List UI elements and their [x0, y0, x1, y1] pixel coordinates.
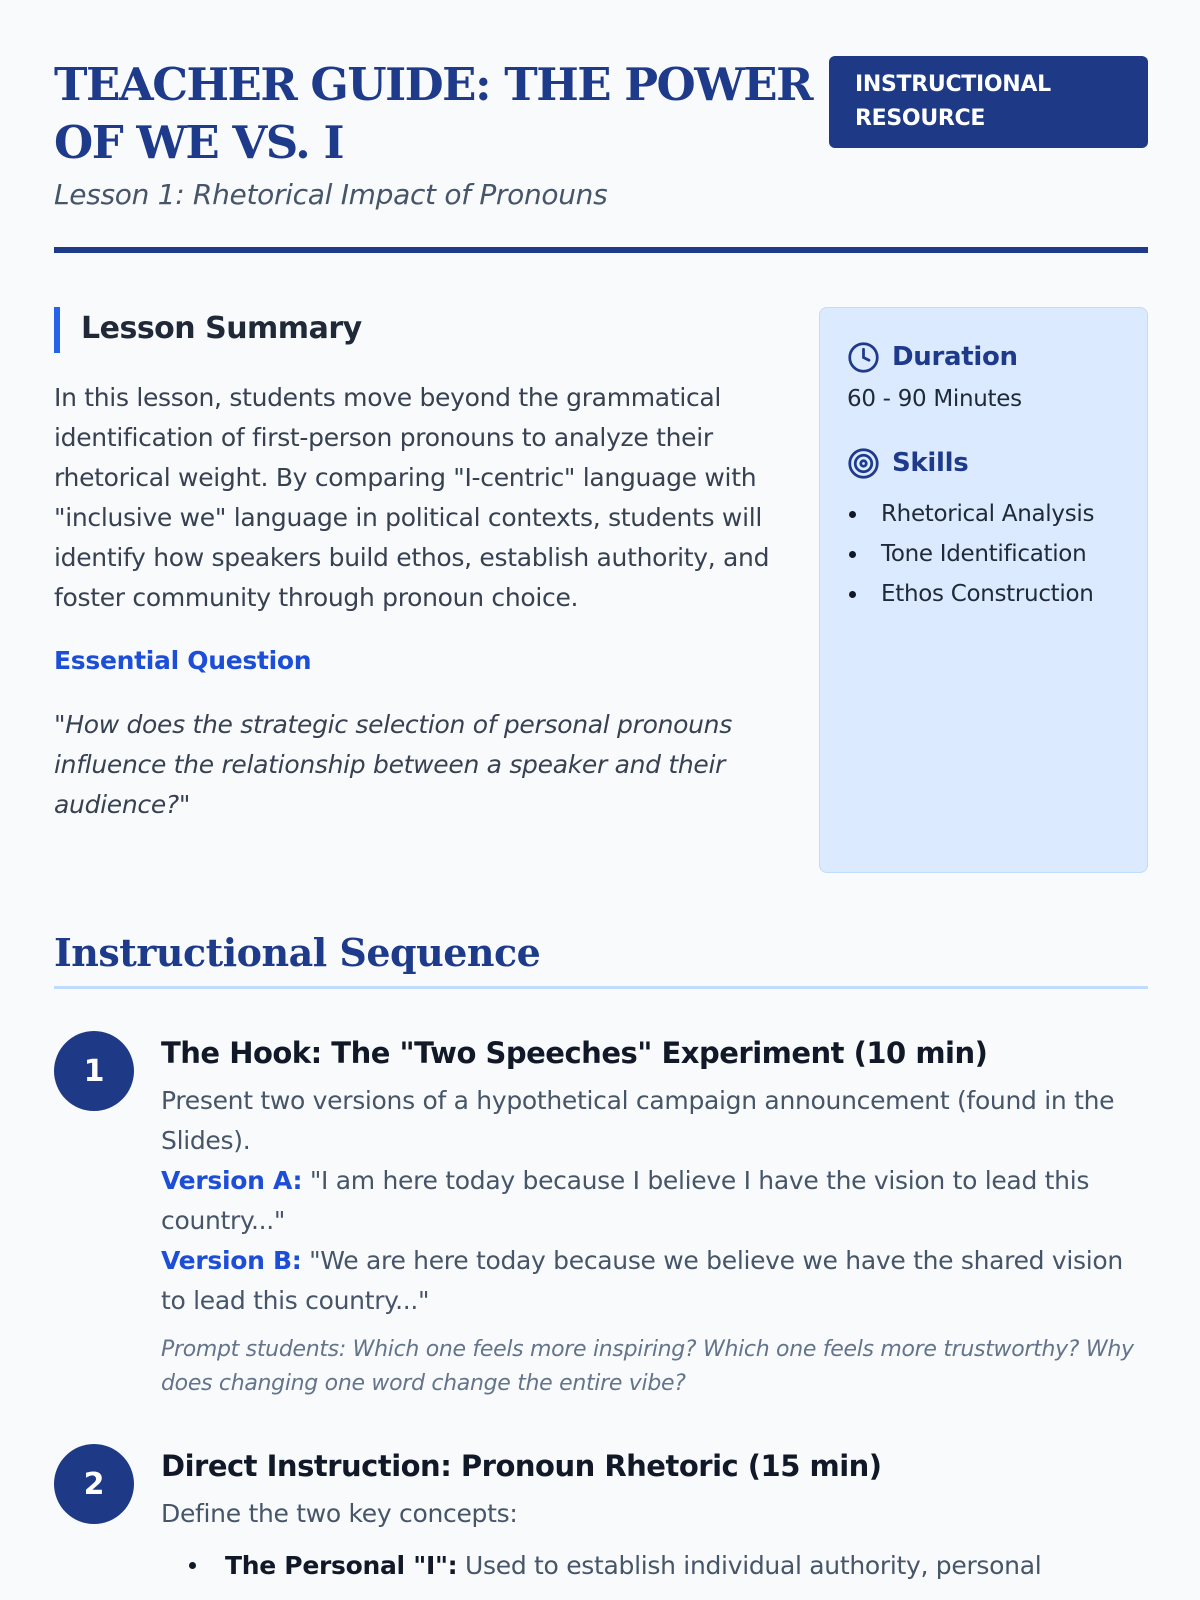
concept-term: The Personal "I":: [225, 1551, 458, 1580]
target-icon: [847, 447, 880, 480]
step-number-badge: 1: [54, 1031, 134, 1111]
document-subtitle: Lesson 1: Rhetorical Impact of Pronouns: [54, 178, 608, 211]
essential-question-text: "How does the strategic selection of personal pronouns influence the relationship between a speaker and their audience?": [54, 710, 732, 819]
step-intro: Present two versions of a hypothetical campaign announcement (found in the Slides).: [161, 1086, 1115, 1155]
lesson-summary-heading: Lesson Summary: [54, 306, 774, 352]
resource-badge: INSTRUCTIONAL RESOURCE: [829, 56, 1148, 148]
step-number-badge: 2: [54, 1444, 134, 1524]
version-b-label: Version B:: [161, 1246, 302, 1275]
version-b-text: "We are here today because we believe we have the shared vision to lead this country...": [161, 1246, 1123, 1315]
step-description: [161, 1081, 1148, 1321]
essential-question-label: Essential Question: [54, 646, 312, 675]
clock-icon: [847, 341, 880, 374]
step-content: [161, 1444, 1148, 1586]
step-description: Define the two key concepts:: [161, 1499, 518, 1528]
lesson-summary-text: In this lesson, students move beyond the grammatical identification of first-person pronouns to analyze their rhetorical weight. By comparing "I-centric" language with "inclusive we" language in political contexts, students will identify how speakers build ethos, establish authority, and foster community through pronoun choice.: [54, 383, 770, 612]
step-prompt: Prompt students: Which one feels more inspiring? Which one feels more trustworthy? Why does changing one word change the entire vibe?: [161, 1337, 1134, 1396]
version-a-label: Version A:: [161, 1166, 303, 1195]
concept-text: Used to establish individual authority, personal: [465, 1551, 1042, 1580]
skills-label: Skills: [892, 448, 969, 478]
skill-item: Ethos Construction: [847, 574, 1120, 614]
skills-heading: [847, 442, 1120, 484]
duration-heading: [847, 336, 1120, 378]
duration-label: Duration: [892, 342, 1018, 372]
header-divider: [54, 247, 1148, 253]
skill-item: Tone Identification: [847, 534, 1120, 574]
lesson-summary-section: [54, 306, 774, 825]
skills-list: [847, 494, 1120, 614]
lesson-info-sidebar: [819, 307, 1148, 873]
document-title: TEACHER GUIDE: THE POWER OF WE VS. I: [54, 58, 812, 169]
concept-item: [161, 1546, 1148, 1586]
sequence-divider: [54, 986, 1148, 989]
step-title: Direct Instruction: Pronoun Rhetoric (15 min): [161, 1449, 882, 1483]
concept-list: [161, 1546, 1148, 1586]
teacher-guide-page: [54, 0, 1148, 1600]
skill-item: Rhetorical Analysis: [847, 494, 1120, 534]
step-title: The Hook: The "Two Speeches" Experiment (10 min): [161, 1036, 988, 1070]
step-content: [161, 1031, 1148, 1401]
instructional-sequence-heading: Instructional Sequence: [54, 930, 541, 975]
document-header: [54, 56, 1148, 252]
duration-value: 60 - 90 Minutes: [847, 386, 1022, 412]
version-a-text: "I am here today because I believe I have the vision to lead this country...": [161, 1166, 1090, 1235]
